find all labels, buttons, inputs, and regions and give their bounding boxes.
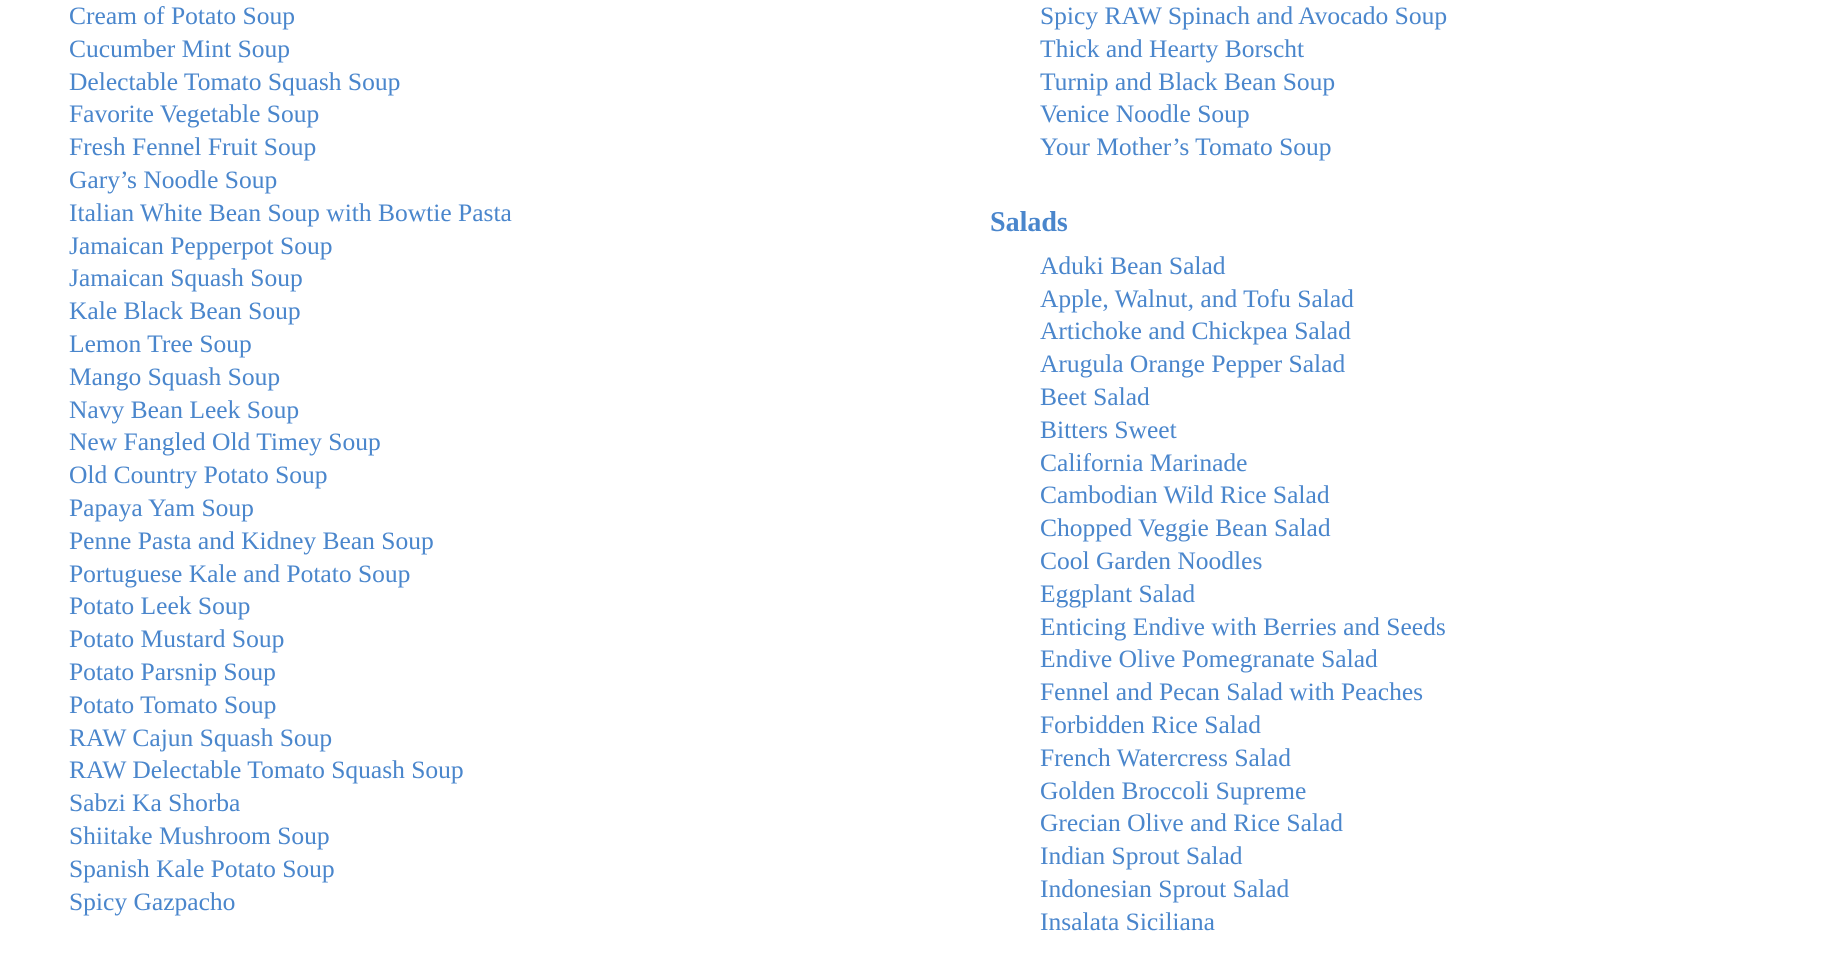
recipe-link[interactable]: Delectable Tomato Squash Soup	[69, 66, 401, 96]
soup-list-continued	[69, 0, 512, 918]
recipe-link[interactable]: Spanish Kale Potato Soup	[69, 853, 335, 883]
recipe-link[interactable]: Potato Mustard Soup	[69, 624, 285, 654]
recipe-link[interactable]: Italian White Bean Soup with Bowtie Pasta	[69, 197, 512, 227]
recipe-link[interactable]: Cambodian Wild Rice Salad	[1040, 480, 1330, 510]
recipe-link[interactable]: RAW Cajun Squash Soup	[69, 722, 333, 752]
recipe-link[interactable]: Portuguese Kale and Potato Soup	[69, 558, 411, 588]
recipe-link[interactable]: Indonesian Sprout Salad	[1040, 873, 1290, 903]
recipe-link[interactable]: Enticing Endive with Berries and Seeds	[1040, 611, 1446, 641]
recipe-link[interactable]: Potato Tomato Soup	[69, 689, 277, 719]
recipe-link[interactable]: Endive Olive Pomegranate Salad	[1040, 644, 1378, 674]
recipe-link[interactable]: Apple, Walnut, and Tofu Salad	[1040, 283, 1354, 313]
recipe-link[interactable]: RAW Delectable Tomato Squash Soup	[69, 755, 464, 785]
recipe-link[interactable]: New Fangled Old Timey Soup	[69, 427, 381, 457]
recipe-link[interactable]: Lemon Tree Soup	[69, 328, 252, 358]
recipe-link[interactable]: Venice Noodle Soup	[1040, 99, 1250, 129]
heading-spacer	[990, 240, 1447, 250]
recipe-link[interactable]: Navy Bean Leek Soup	[69, 394, 300, 424]
recipe-link[interactable]: Kale Black Bean Soup	[69, 296, 301, 326]
soup-list-end	[990, 0, 1447, 164]
recipe-link[interactable]: Fennel and Pecan Salad with Peaches	[1040, 677, 1424, 707]
recipe-link[interactable]: Papaya Yam Soup	[69, 492, 254, 522]
recipe-link[interactable]: Insalata Siciliana	[1040, 906, 1215, 936]
recipe-link[interactable]: Spicy Gazpacho	[69, 886, 236, 916]
recipe-link[interactable]: Jamaican Pepperpot Soup	[69, 230, 333, 260]
recipe-link[interactable]: Cream of Potato Soup	[69, 1, 295, 30]
recipe-link[interactable]: Potato Parsnip Soup	[69, 656, 276, 686]
recipe-link[interactable]: Favorite Vegetable Soup	[69, 99, 320, 129]
recipe-link[interactable]: Arugula Orange Pepper Salad	[1040, 349, 1346, 379]
recipe-link[interactable]: Grecian Olive and Rice Salad	[1040, 808, 1344, 838]
recipe-link[interactable]: Fresh Fennel Fruit Soup	[69, 132, 317, 162]
salad-list	[990, 250, 1447, 939]
recipe-link[interactable]: Mango Squash Soup	[69, 361, 281, 391]
recipe-link[interactable]: Potato Leek Soup	[69, 591, 251, 621]
section-spacer	[990, 164, 1447, 207]
recipe-link[interactable]: Chopped Veggie Bean Salad	[1040, 513, 1331, 543]
recipe-link[interactable]: Shiitake Mushroom Soup	[69, 820, 330, 850]
recipe-link[interactable]: Gary’s Noodle Soup	[69, 164, 278, 194]
salads-heading[interactable]: Salads	[990, 206, 1068, 238]
recipe-link[interactable]: Cool Garden Noodles	[1040, 545, 1263, 575]
recipe-link[interactable]: Forbidden Rice Salad	[1040, 709, 1261, 739]
recipe-link[interactable]: Bitters Sweet	[1040, 414, 1177, 444]
left-column	[69, 0, 512, 918]
recipe-link[interactable]: California Marinade	[1040, 447, 1248, 477]
recipe-link[interactable]: French Watercress Salad	[1040, 742, 1291, 772]
recipe-link[interactable]: Old Country Potato Soup	[69, 460, 328, 490]
recipe-link[interactable]: Golden Broccoli Supreme	[1040, 775, 1307, 805]
recipe-link[interactable]: Your Mother’s Tomato Soup	[1040, 132, 1332, 162]
recipe-link[interactable]: Indian Sprout Salad	[1040, 841, 1243, 871]
recipe-link[interactable]: Jamaican Squash Soup	[69, 263, 303, 293]
recipe-link[interactable]: Sabzi Ka Shorba	[69, 788, 241, 818]
right-column	[990, 0, 1447, 939]
recipe-link[interactable]: Spicy RAW Spinach and Avocado Soup	[1040, 1, 1448, 30]
recipe-link[interactable]: Aduki Bean Salad	[1040, 250, 1226, 280]
recipe-link[interactable]: Penne Pasta and Kidney Bean Soup	[69, 525, 434, 555]
recipe-link[interactable]: Thick and Hearty Borscht	[1040, 33, 1305, 63]
recipe-link[interactable]: Eggplant Salad	[1040, 578, 1196, 608]
recipe-link[interactable]: Beet Salad	[1040, 381, 1150, 411]
recipe-link[interactable]: Artichoke and Chickpea Salad	[1040, 316, 1351, 346]
recipe-link[interactable]: Turnip and Black Bean Soup	[1040, 66, 1336, 96]
recipe-link[interactable]: Cucumber Mint Soup	[69, 33, 290, 63]
